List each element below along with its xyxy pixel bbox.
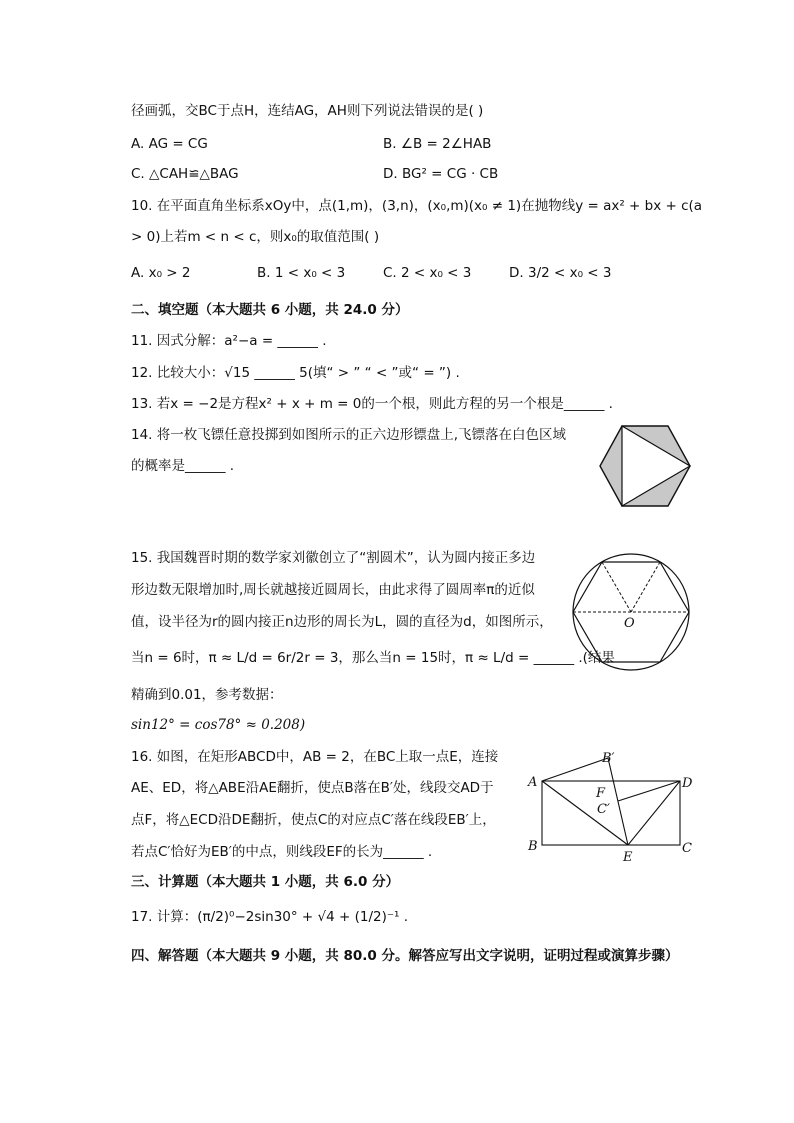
section-2-heading: 二、填空题（本大题共 6 小题，共 24.0 分） xyxy=(131,302,409,318)
q16-line3: 点F，将△ECD沿DE翻折，使点C的对应点C′落在线段EB′上， xyxy=(131,812,496,828)
q16-line4: 若点C′恰好为EB′的中点，则线段EF的长为______ . xyxy=(131,844,433,860)
label-c-prime: C′ xyxy=(597,802,610,817)
q16-line1: 16. 如图，在矩形ABCD中，AB = 2，在BC上取一点E，连接 xyxy=(131,749,499,765)
radius-left xyxy=(602,562,631,612)
q15-line4: 当n = 6时，π ≈ L/d = 6r/2r = 3，那么当n = 15时，π ≈ L/d = ______ .(结果 xyxy=(131,650,615,666)
segment-ab-prime xyxy=(542,758,608,781)
q15-line6: sin12° = cos78° ≈ 0.208) xyxy=(131,717,306,733)
q13: 13. 若x = −2是方程x² + x + m = 0的一个根，则此方程的另一个根是______ . xyxy=(131,396,613,412)
q9-stem: 径画弧，交BC于点H，连结AG，AH则下列说法错误的是( ) xyxy=(131,103,484,119)
segment-de xyxy=(628,781,680,845)
section-3-heading: 三、计算题（本大题共 1 小题，共 6.0 分） xyxy=(131,874,400,890)
q9-option-a[interactable]: A. AG = CG xyxy=(131,136,208,152)
q10-option-b[interactable]: B. 1 < x₀ < 3 xyxy=(257,265,346,281)
radius-right xyxy=(631,562,660,612)
q12: 12. 比较大小：√15 ______ 5(填“ > ” “ < ”或“ = ”) . xyxy=(131,365,460,381)
q15-line1: 15. 我国魏晋时期的数学家刘徽创立了“割圆术”，认为圆内接正多边 xyxy=(131,550,536,566)
rectangle-abcd xyxy=(542,781,680,845)
q10-line1: 10. 在平面直角坐标系xOy中，点(1,m)，(3,n)，(x₀,m)(x₀ ≠ 1)在抛物线y = ax² + bx + c(a xyxy=(131,198,703,214)
q15-circle-hexagon-figure xyxy=(568,549,694,675)
q9-option-b[interactable]: B. ∠B = 2∠HAB xyxy=(383,136,492,152)
q10-option-a[interactable]: A. x₀ > 2 xyxy=(131,265,191,281)
q17: 17. 计算：(π/2)⁰−2sin30° + √4 + (1/2)⁻¹ . xyxy=(131,909,409,925)
q15-line2: 形边数无限增加时,周长就越接近圆周长，由此求得了圆周率π的近似 xyxy=(131,582,535,598)
q14-hexagon-figure xyxy=(598,424,692,508)
q10-option-d[interactable]: D. 3/2 < x₀ < 3 xyxy=(509,265,612,281)
q16-rectangle-figure xyxy=(524,748,694,866)
q14-line1: 14. 将一枚飞镖任意投掷到如图所示的正六边形镖盘上,飞镖落在白色区域 xyxy=(131,427,567,443)
q10-option-c[interactable]: C. 2 < x₀ < 3 xyxy=(383,265,472,281)
label-a: A xyxy=(528,775,538,790)
label-f: F xyxy=(596,786,606,801)
q11: 11. 因式分解：a²−a = ______ . xyxy=(131,333,327,349)
q10-line2: > 0)上若m < n < c，则x₀的取值范围( ) xyxy=(131,229,380,245)
label-b-prime: B′ xyxy=(602,751,615,766)
q15-line5: 精确到0.01，参考数据： xyxy=(131,687,283,703)
q14-line2: 的概率是______ . xyxy=(131,458,235,474)
q9-option-c[interactable]: C. △CAH≌△BAG xyxy=(131,166,239,182)
q16-line2: AE、ED，将△ABE沿AE翻折，使点B落在B′处，线段交AD于 xyxy=(131,780,494,796)
label-e: E xyxy=(623,850,633,865)
label-d: D xyxy=(682,776,693,791)
segment-dc-prime xyxy=(618,781,680,801)
label-c: C xyxy=(682,841,692,856)
q15-line3: 值，设半径为r的圆内接正n边形的周长为L，圆的直径为d，如图所示， xyxy=(131,614,553,630)
center-label-o: O xyxy=(624,616,635,631)
section-4-heading: 四、解答题（本大题共 9 小题，共 80.0 分。解答应写出文字说明，证明过程或演算步骤） xyxy=(131,948,679,964)
label-b: B xyxy=(528,839,538,854)
q9-option-d[interactable]: D. BG² = CG · CB xyxy=(383,166,499,182)
